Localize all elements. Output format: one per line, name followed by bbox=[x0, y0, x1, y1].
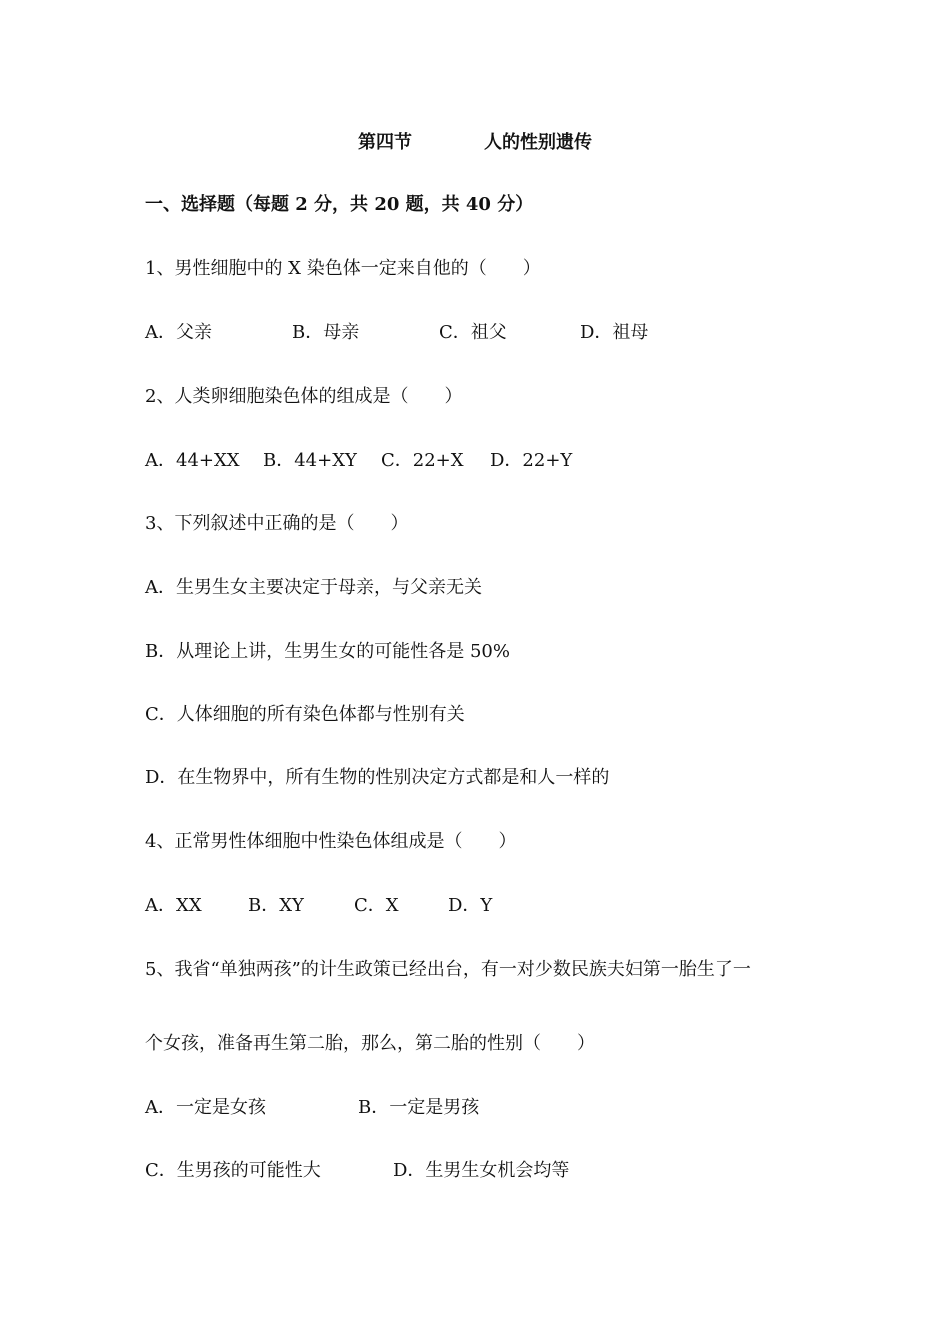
q2-option-b: B．44+XY bbox=[263, 450, 357, 471]
section-heading: 一、选择题（每题 2 分，共 20 题，共 40 分） bbox=[145, 194, 534, 215]
q4-option-a: A．XX bbox=[145, 895, 202, 916]
title-section-number: 第四节 bbox=[358, 132, 412, 153]
question-5-stem-line1: 5、我省“单独两孩”的计生政策已经出台，有一对少数民族夫妇第一胎生了一 bbox=[145, 959, 751, 980]
question-1-stem: 1、男性细胞中的 X 染色体一定来自他的（ ） bbox=[145, 258, 541, 279]
q5-option-d: D．生男生女机会均等 bbox=[393, 1160, 570, 1181]
q2-option-c: C．22+X bbox=[381, 450, 464, 471]
q1-option-c: C．祖父 bbox=[439, 322, 507, 343]
question-4-stem: 4、正常男性体细胞中性染色体组成是（ ） bbox=[145, 831, 517, 852]
q4-option-b: B．XY bbox=[248, 895, 304, 916]
q3-option-c: C．人体细胞的所有染色体都与性别有关 bbox=[145, 704, 465, 725]
q2-option-a: A．44+XX bbox=[145, 450, 240, 471]
question-2-stem: 2、人类卵细胞染色体的组成是（ ） bbox=[145, 386, 463, 407]
q5-option-a: A．一定是女孩 bbox=[145, 1097, 266, 1118]
q3-option-b: B．从理论上讲，生男生女的可能性各是 50% bbox=[145, 641, 510, 662]
q4-option-c: C．X bbox=[354, 895, 399, 916]
q1-option-a: A．父亲 bbox=[145, 322, 212, 343]
q5-option-b: B．一定是男孩 bbox=[358, 1097, 480, 1118]
q3-option-a: A．生男生女主要决定于母亲，与父亲无关 bbox=[145, 577, 482, 598]
question-5-stem-line2: 个女孩，准备再生第二胎，那么，第二胎的性别（ ） bbox=[145, 1033, 595, 1054]
q1-option-b: B．母亲 bbox=[292, 322, 360, 343]
question-3-stem: 3、下列叙述中正确的是（ ） bbox=[145, 513, 409, 534]
q4-option-d: D．Y bbox=[448, 895, 493, 916]
title-topic: 人的性别遗传 bbox=[484, 132, 592, 153]
q2-option-d: D．22+Y bbox=[490, 450, 573, 471]
q5-option-c: C．生男孩的可能性大 bbox=[145, 1160, 321, 1181]
page-title bbox=[0, 131, 950, 155]
q3-option-d: D．在生物界中，所有生物的性别决定方式都是和人一样的 bbox=[145, 767, 610, 788]
q1-option-d: D．祖母 bbox=[580, 322, 649, 343]
